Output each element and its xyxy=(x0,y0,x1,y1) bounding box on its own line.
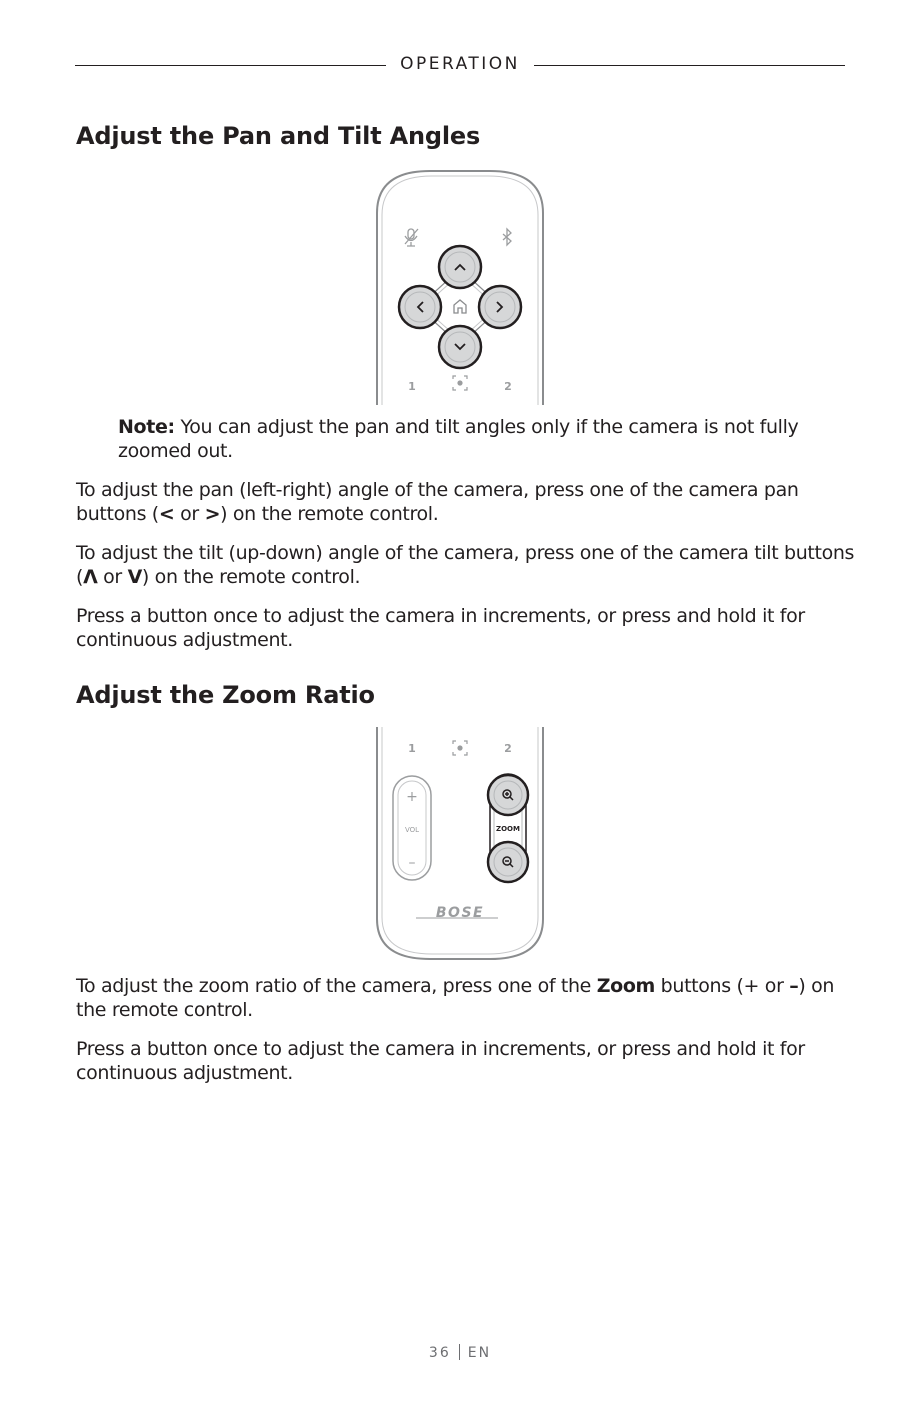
tilt-text-a: To adjust the tilt (up-down) angle of the camera, press one of the camera tilt buttons ( xyxy=(76,542,855,588)
home-icon xyxy=(454,300,466,313)
remote-zoom-illustration xyxy=(370,724,550,964)
tilt-up-button[interactable] xyxy=(439,246,481,288)
preset-1-label: 1 xyxy=(408,380,416,393)
volume-down-label: – xyxy=(408,855,416,871)
language-code: EN xyxy=(467,1345,492,1361)
zoom-word: Zoom xyxy=(596,975,655,997)
volume-up-label: + xyxy=(406,789,418,805)
camera-frame-icon xyxy=(453,741,467,755)
volume-label: VOL xyxy=(404,826,420,834)
page-footer xyxy=(0,1344,920,1361)
pan-left-symbol: < xyxy=(158,502,175,525)
camera-frame-icon xyxy=(453,376,467,390)
zoom-minus-symbol: – xyxy=(789,975,799,997)
tilt-text-c: or xyxy=(97,565,128,588)
bluetooth-icon xyxy=(503,229,511,245)
remote-pan-tilt-illustration xyxy=(370,168,550,408)
section-title-pan-tilt: Adjust the Pan and Tilt Angles xyxy=(76,122,481,150)
section-header: OPERATION xyxy=(400,54,520,74)
section-title-zoom: Adjust the Zoom Ratio xyxy=(76,681,375,709)
zoom-label: ZOOM xyxy=(496,825,520,833)
volume-rocker[interactable] xyxy=(393,776,431,880)
mic-mute-icon xyxy=(405,229,418,246)
pan-text-a: To adjust the pan (left-right) angle of the camera, press one of the camera pan buttons ( xyxy=(76,479,799,525)
tilt-down-symbol: V xyxy=(127,565,142,588)
page-number: 36 xyxy=(428,1345,451,1361)
note-text: You can adjust the pan and tilt angles only if the camera is not fully zoomed out. xyxy=(118,416,799,462)
preset-2-label: 2 xyxy=(504,742,512,755)
header-rule-right xyxy=(534,65,845,66)
note-paragraph xyxy=(118,416,818,463)
pan-paragraph xyxy=(76,479,856,526)
pan-right-symbol: > xyxy=(204,502,221,525)
zoom-hold-paragraph: Press a button once to adjust the camera in increments, or press and hold it for continuous adjustment. xyxy=(76,1038,805,1084)
preset-2-label: 2 xyxy=(504,380,512,393)
pan-left-button[interactable] xyxy=(399,286,441,328)
pan-tilt-hold-paragraph: Press a button once to adjust the camera in increments, or press and hold it for continuous adjustment. xyxy=(76,605,805,651)
zoom-text-a: To adjust the zoom ratio of the camera, press one of the xyxy=(76,975,597,997)
footer-separator xyxy=(459,1344,460,1360)
tilt-text-d: ) on the remote control. xyxy=(141,565,361,588)
preset-1-label: 1 xyxy=(408,742,416,755)
note-label: Note: xyxy=(118,416,175,438)
zoom-paragraph xyxy=(76,975,856,1022)
bose-logo: BOSE xyxy=(435,905,485,921)
tilt-paragraph xyxy=(76,542,856,589)
zoom-text-c: buttons (+ or xyxy=(654,975,790,997)
zoom-in-button[interactable] xyxy=(488,775,528,815)
page-header xyxy=(75,54,845,78)
zoom-out-button[interactable] xyxy=(488,842,528,882)
pan-text-d: ) on the remote control. xyxy=(220,502,439,525)
pan-text-c: or xyxy=(174,502,205,525)
tilt-up-symbol: Λ xyxy=(83,565,98,588)
pan-right-button[interactable] xyxy=(479,286,521,328)
zoom-text-e: ) on the remote control. xyxy=(76,975,835,1021)
tilt-down-button[interactable] xyxy=(439,326,481,368)
